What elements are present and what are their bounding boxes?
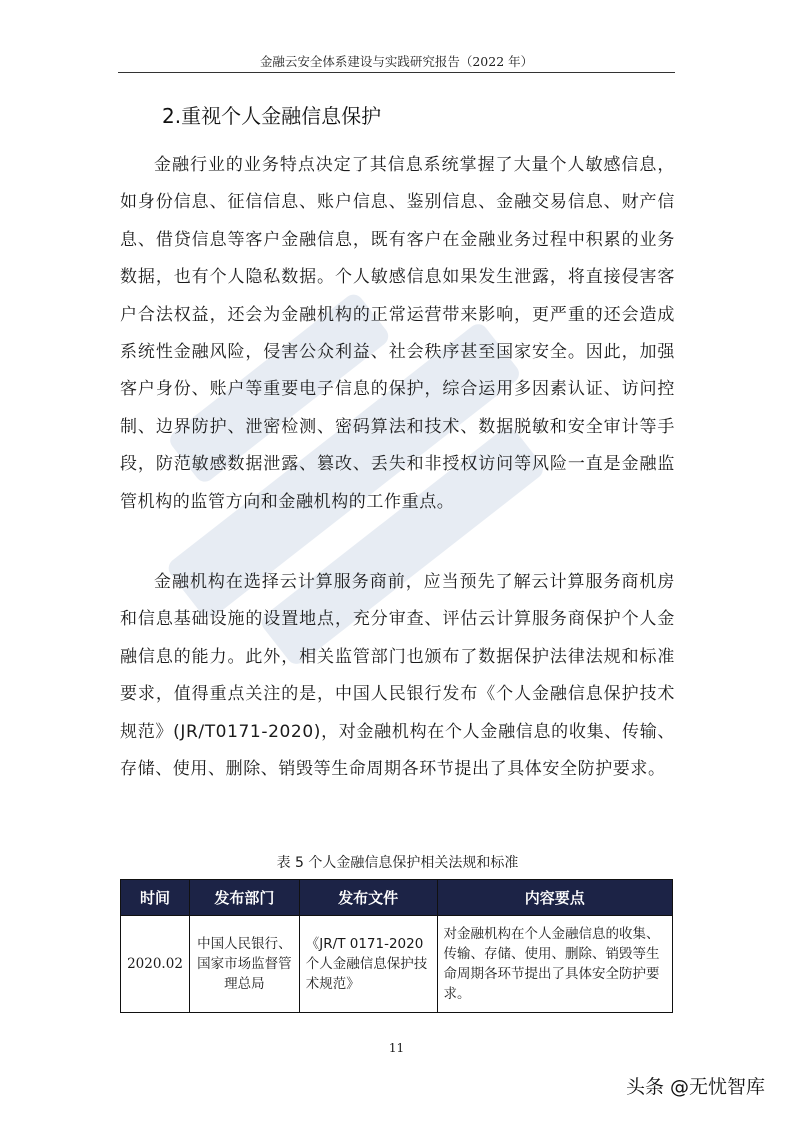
header-summary: 内容要点: [437, 880, 672, 916]
table-caption: 表 5 个人金融信息保护相关法规和标准: [276, 855, 519, 871]
table-header-row: [121, 880, 673, 916]
running-header: 金融云安全体系建设与实践研究报告（2022 年）: [259, 54, 534, 69]
cell-document: 《JR/T 0171-2020 个人金融信息保护技术规范》: [299, 916, 437, 1013]
cell-date: 2020.02: [121, 916, 190, 1013]
cell-summary: 对金融机构在个人金融信息的收集、传输、存储、使用、删除、销毁等生命周期各环节提出了具体安全防护要求。: [437, 916, 672, 1013]
cell-department: 中国人民银行、国家市场监督管理总局: [189, 916, 299, 1013]
header-document: 发布文件: [299, 880, 437, 916]
header-date: 时间: [121, 880, 190, 916]
page-number: 11: [388, 1041, 405, 1055]
header-divider: [118, 72, 675, 73]
paragraph-1: 金融行业的业务特点决定了其信息系统掌握了大量个人敏感信息，如身份信息、征信信息、账户信息、鉴别信息、金融交易信息、财产信息、借贷信息等客户金融信息，既有客户在金融业务过程中积累的业务数据，也有个人隐私数据。个人敏感信息如果发生泄露，将直接侵害客户合法权益，还会为金融机构的正常运营带来影响，更严重的还会造成系统性金融风险，侵害公众利益、社会秩序甚至国家安全。因此，加强客户身份、账户等重要电子信息的保护，综合运用多因素认证、访问控制、边界防护、泄密检测、密码算法和技术、数据脱敏和安全审计等手段，防范敏感数据泄露、篡改、丢失和非授权访问等风险一直是金融监管机构的监管方向和金融机构的工作重点。: [120, 155, 675, 512]
header-department: 发布部门: [189, 880, 299, 916]
brand-watermark-text: 头条 @无忧智库: [625, 1076, 765, 1098]
section-heading: 2.重视个人金融信息保护: [162, 104, 382, 128]
regulations-table: [120, 879, 673, 1013]
paragraph-2: 金融机构在选择云计算服务商前，应当预先了解云计算服务商机房和信息基础设施的设置地点，充分审查、评估云计算服务商保护个人金融信息的能力。此外，相关监管部门也颁布了数据保护法律法规和标准要求，值得重点关注的是，中国人民银行发布《个人金融信息保护技术规范》(JR/T0171-2020)，对金融机构在个人金融信息的收集、传输、存储、使用、删除、销毁等生命周期各环节提出了具体安全防护要求。: [120, 572, 675, 780]
table-row: [121, 916, 673, 1013]
